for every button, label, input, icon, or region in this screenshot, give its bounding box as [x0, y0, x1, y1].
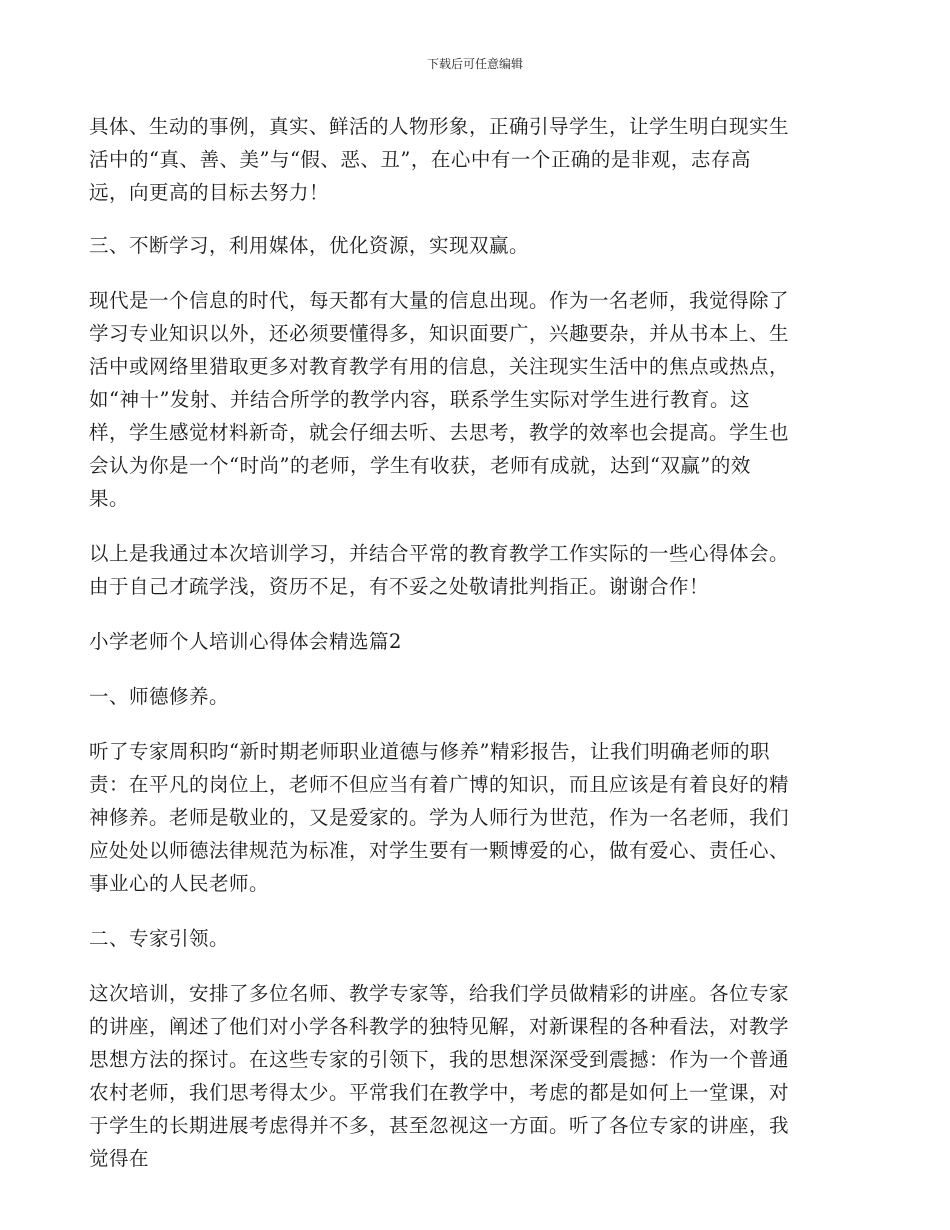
paragraph [89, 110, 867, 209]
document-body [89, 110, 867, 1197]
article-title [89, 625, 867, 658]
text-line: 三、不断学习，利用媒体，优化资源，实现双赢。 [89, 234, 530, 257]
text-line: 农村老师，我们思考得太少。平常我们在教学中，考虑的都是如何上一堂课，对 [89, 1081, 790, 1104]
text-line: 远，向更高的目标去努力！ [89, 181, 330, 204]
text-line: 会认为你是一个“时尚”的老师，学生有收获，老师有成就，达到“双赢”的效 [89, 454, 751, 477]
paragraph [89, 537, 867, 603]
text-line: 如“神十”发射、并结合所学的教学内容，联系学生实际对学生进行教育。这 [89, 388, 750, 411]
text-line: 具体、生动的事例，真实、鲜活的人物形象，正确引导学生，让学生明白现实生 [89, 115, 790, 138]
text-line: 活中或网络里猎取更多对教育教学有用的信息，关注现实生活中的焦点或热点， [89, 355, 790, 378]
page-header: 下载后可任意编辑 [426, 57, 523, 71]
text-line: 应处处以师德法律规范为标准，对学生要有一颗博爱的心，做有爱心、责任心、 [89, 839, 790, 862]
text-line: 的讲座，阐述了他们对小学各科教学的独特见解，对新课程的各种看法，对教学 [89, 1015, 790, 1038]
text-line: 思想方法的探讨。在这些专家的引领下，我的思想深深受到震撼：作为一个普通 [89, 1048, 790, 1071]
paragraph [89, 735, 867, 900]
text-line: 二、专家引领。 [89, 927, 230, 950]
paragraph [89, 977, 867, 1175]
text-line: 活中的“真、善、美”与“假、恶、丑”，在心中有一个正确的是非观，志存高 [89, 148, 751, 171]
text-line: 听了专家周积昀“新时期老师职业道德与修养”精彩报告，让我们明确老师的职 [89, 740, 770, 763]
text-line: 以上是我通过本次培训学习，并结合平常的教育教学工作实际的一些心得体会。 [89, 542, 790, 565]
text-line: 由于自己才疏学浅，资历不足，有不妥之处敬请批判指正。谢谢合作！ [89, 575, 710, 598]
text-line: 现代是一个信息的时代，每天都有大量的信息出现。作为一名老师，我觉得除了 [89, 289, 790, 312]
text-line: 责：在平凡的岗位上，老师不但应当有着广博的知识，而且应该是有着良好的精 [89, 773, 790, 796]
text-line: 这次培训，安排了多位名师、教学专家等，给我们学员做精彩的讲座。各位专家 [89, 982, 790, 1005]
text-line: 小学老师个人培训心得体会精选篇2 [89, 630, 402, 653]
paragraph [89, 284, 867, 515]
text-line: 事业心的人民老师。 [89, 872, 270, 895]
text-line: 样，学生感觉材料新奇，就会仔细去听、去思考，教学的效率也会提高。学生也 [89, 421, 790, 444]
section-heading [89, 680, 867, 713]
text-line: 神修养。老师是敬业的，又是爱家的。学为人师行为世范，作为一名老师，我们 [89, 806, 790, 829]
text-line: 果。 [89, 487, 130, 510]
section-heading [89, 922, 867, 955]
text-line: 学习专业知识以外，还必须要懂得多，知识面要广，兴趣要杂，并从书本上、生 [89, 322, 790, 345]
section-heading [89, 229, 867, 262]
text-line: 一、师德修养。 [89, 685, 230, 708]
text-line: 于学生的长期进展考虑得并不多，甚至忽视这一方面。听了各位专家的讲座，我 [89, 1114, 790, 1137]
text-line: 觉得在 [89, 1147, 150, 1170]
